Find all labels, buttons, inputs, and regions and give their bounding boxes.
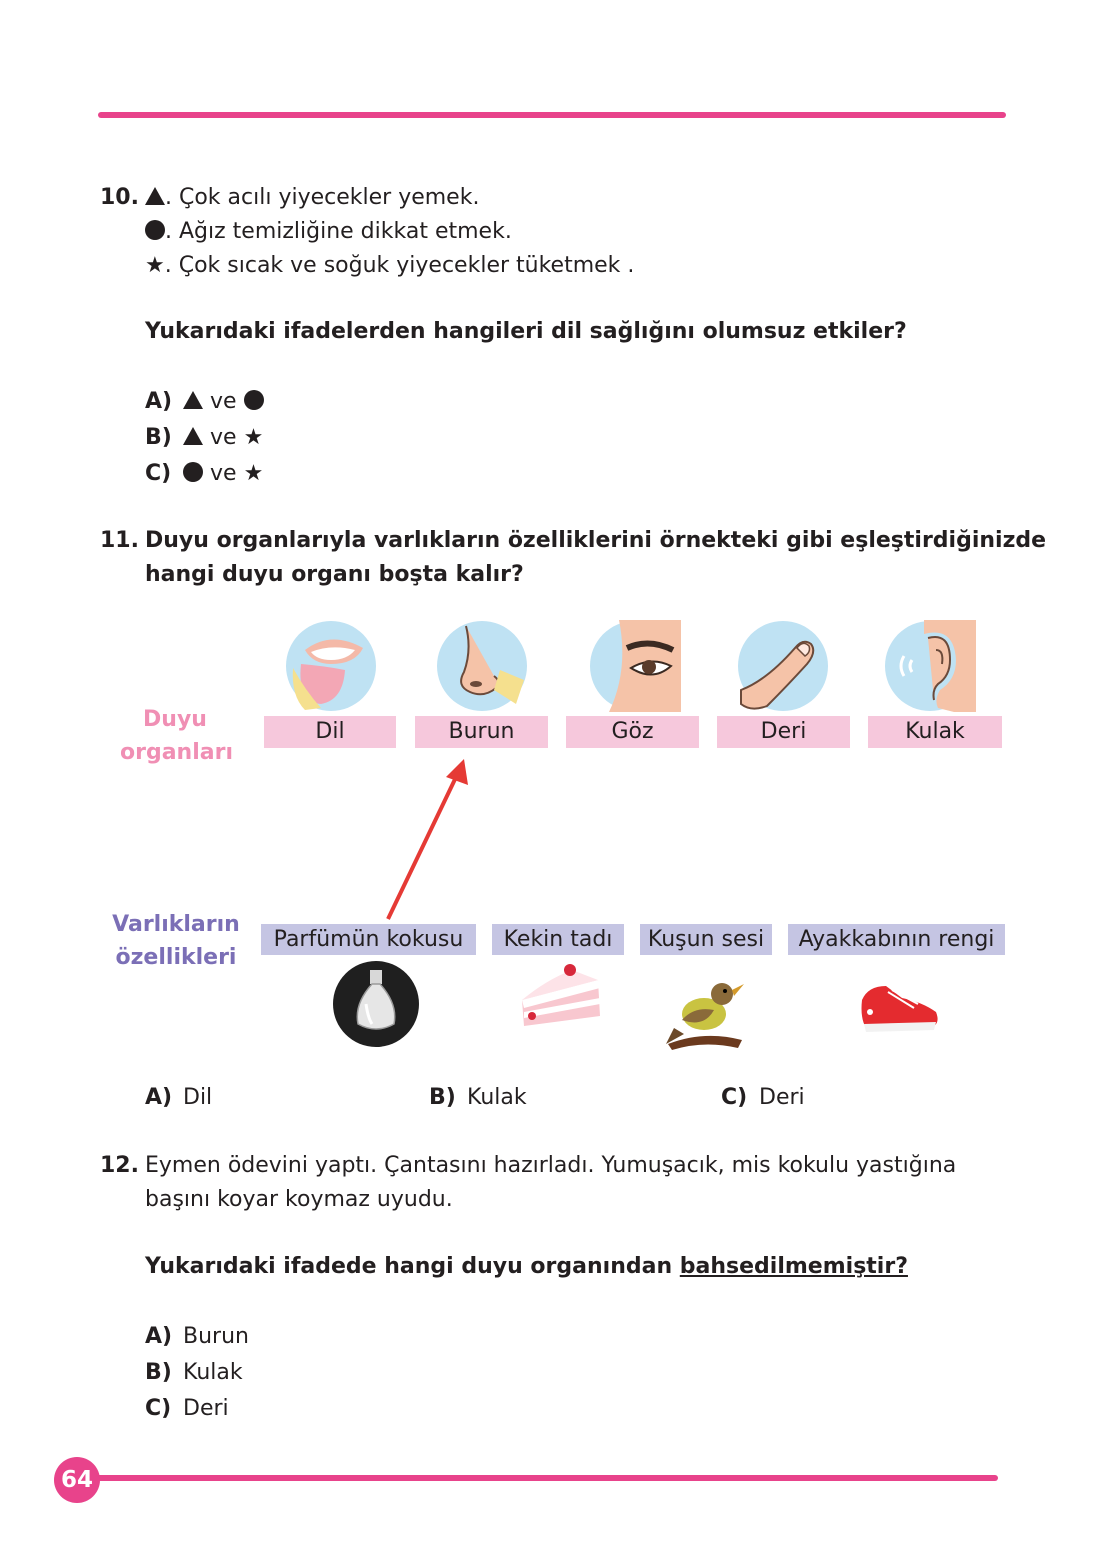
feature-parfum: Parfümün kokusu — [261, 924, 476, 955]
q10-option-b[interactable]: B) ve ★ — [145, 425, 264, 450]
q10-number: 10. — [100, 185, 139, 210]
organ-goz: Göz — [566, 716, 699, 748]
q10-option-c[interactable]: C) ve ★ — [145, 461, 264, 486]
q12-number: 12. — [100, 1153, 139, 1178]
q11-question-line1: Duyu organlarıyla varlıkların özelliklerini örnekteki gibi eşleştirdiğinizde — [145, 528, 1047, 553]
q12-option-b[interactable]: B) Kulak — [145, 1360, 243, 1385]
perfume-bottle-icon — [332, 960, 420, 1048]
star-icon: ★ — [243, 461, 264, 486]
feature-kek: Kekin tadı — [492, 924, 624, 955]
organ-dil: Dil — [264, 716, 396, 748]
ear-icon — [884, 620, 976, 712]
star-icon: ★ — [145, 253, 165, 278]
triangle-icon — [183, 427, 203, 445]
feature-kus: Kuşun sesi — [640, 924, 772, 955]
q12-option-c[interactable]: C) Deri — [145, 1396, 229, 1421]
organ-kulak: Kulak — [868, 716, 1002, 748]
sneaker-icon — [858, 978, 942, 1032]
q10-statement-3: ★. Çok sıcak ve soğuk yiyecekler tüketmek . — [145, 253, 635, 278]
feature-ayakkabi: Ayakkabının rengi — [788, 924, 1005, 955]
circle-icon — [183, 462, 203, 482]
bottom-divider — [96, 1475, 998, 1481]
q12-option-a[interactable]: A) Burun — [145, 1324, 249, 1349]
q10-question: Yukarıdaki ifadelerden hangileri dil sağlığını olumsuz etkiler? — [145, 319, 907, 344]
tongue-icon — [285, 620, 377, 712]
bird-icon — [664, 970, 746, 1050]
q12-question: Yukarıdaki ifadede hangi duyu organından bahsedilmemiştir? — [145, 1254, 908, 1279]
q10-statement-1: . Çok acılı yiyecekler yemek. — [145, 183, 479, 213]
eye-icon — [589, 620, 681, 712]
cake-slice-icon — [516, 960, 606, 1032]
q10-option-a[interactable]: A) ve — [145, 387, 264, 417]
nose-icon — [436, 620, 528, 712]
q10-statement-2: . Ağız temizliğine dikkat etmek. — [145, 217, 512, 247]
circle-icon — [145, 220, 165, 240]
triangle-icon — [183, 391, 203, 409]
organ-deri: Deri — [717, 716, 850, 748]
finger-icon — [737, 620, 829, 712]
q12-text-line2: başını koyar koymaz uyudu. — [145, 1187, 453, 1212]
organ-burun: Burun — [415, 716, 548, 748]
star-icon: ★ — [243, 425, 264, 450]
organs-label: Duyu organları — [120, 707, 233, 765]
q11-option-b[interactable]: B) Kulak — [429, 1085, 527, 1110]
q11-option-a[interactable]: A) Dil — [145, 1085, 213, 1110]
top-divider — [98, 112, 1006, 118]
features-label: Varlıkların özellikleri — [112, 912, 240, 970]
example-match-arrow — [380, 755, 480, 925]
q11-question-line2: hangi duyu organı boşta kalır? — [145, 562, 524, 587]
q12-text-line1: Eymen ödevini yaptı. Çantasını hazırladı. Yumuşacık, mis kokulu yastığına — [145, 1153, 957, 1178]
triangle-icon — [145, 187, 165, 205]
q11-option-c[interactable]: C) Deri — [721, 1085, 805, 1110]
circle-icon — [244, 390, 264, 410]
page-number: 64 — [54, 1457, 100, 1503]
q11-number: 11. — [100, 528, 139, 553]
